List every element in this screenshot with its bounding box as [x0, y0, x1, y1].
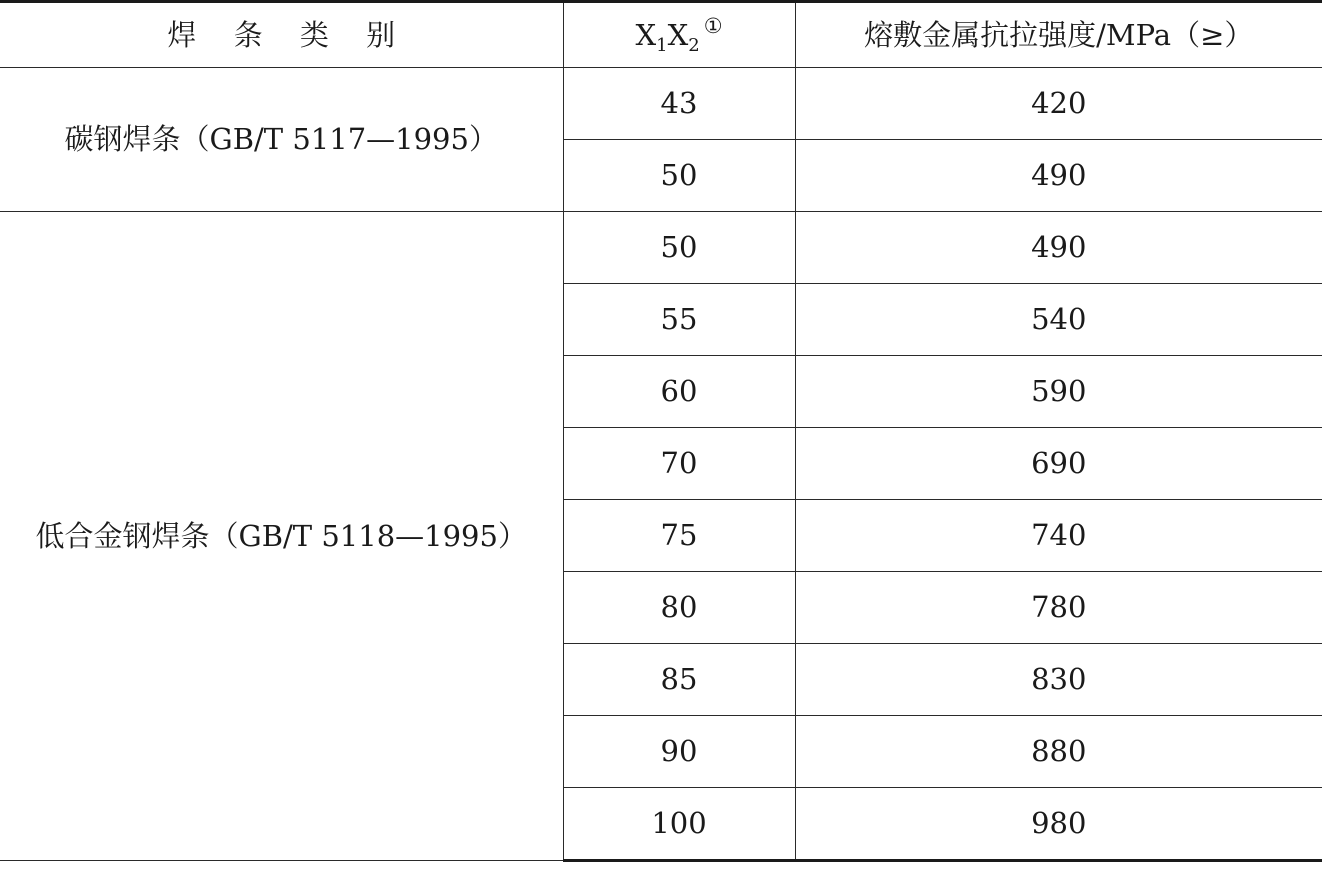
strength-cell: 540: [795, 284, 1322, 356]
header-code-x1: X: [635, 17, 657, 52]
category-cell-low-alloy-steel: 低合金钢焊条（GB/T 5118—1995）: [0, 212, 563, 861]
code-cell: 70: [563, 428, 795, 500]
strength-cell: 740: [795, 500, 1322, 572]
table-body: [0, 68, 1322, 861]
code-cell: 60: [563, 356, 795, 428]
category-cell-carbon-steel: 碳钢焊条（GB/T 5117—1995）: [0, 68, 563, 212]
header-code-footnote: ①: [703, 13, 723, 38]
header-category: [0, 2, 563, 68]
header-category-text: 焊 条 类 别: [167, 17, 410, 52]
strength-cell: 490: [795, 140, 1322, 212]
table-row: [0, 212, 1322, 284]
header-code-sub1: 1: [656, 34, 668, 56]
code-cell: 85: [563, 644, 795, 716]
strength-cell: 780: [795, 572, 1322, 644]
strength-cell: 690: [795, 428, 1322, 500]
table-row: [0, 68, 1322, 140]
code-cell: 43: [563, 68, 795, 140]
code-cell: 50: [563, 140, 795, 212]
strength-cell: 830: [795, 644, 1322, 716]
table-header: [0, 2, 1322, 68]
code-cell: 50: [563, 212, 795, 284]
header-code: [563, 2, 795, 68]
header-strength: 熔敷金属抗拉强度/MPa（≥）: [795, 2, 1322, 68]
strength-cell: 490: [795, 212, 1322, 284]
strength-cell: 880: [795, 716, 1322, 788]
code-cell: 90: [563, 716, 795, 788]
code-cell: 75: [563, 500, 795, 572]
code-cell: 80: [563, 572, 795, 644]
header-row: [0, 2, 1322, 68]
strength-cell: 420: [795, 68, 1322, 140]
code-cell: 55: [563, 284, 795, 356]
strength-cell: 590: [795, 356, 1322, 428]
header-code-x2: X: [667, 17, 689, 52]
code-cell: 100: [563, 788, 795, 861]
strength-cell: 980: [795, 788, 1322, 861]
header-code-sub2: 2: [688, 34, 700, 56]
